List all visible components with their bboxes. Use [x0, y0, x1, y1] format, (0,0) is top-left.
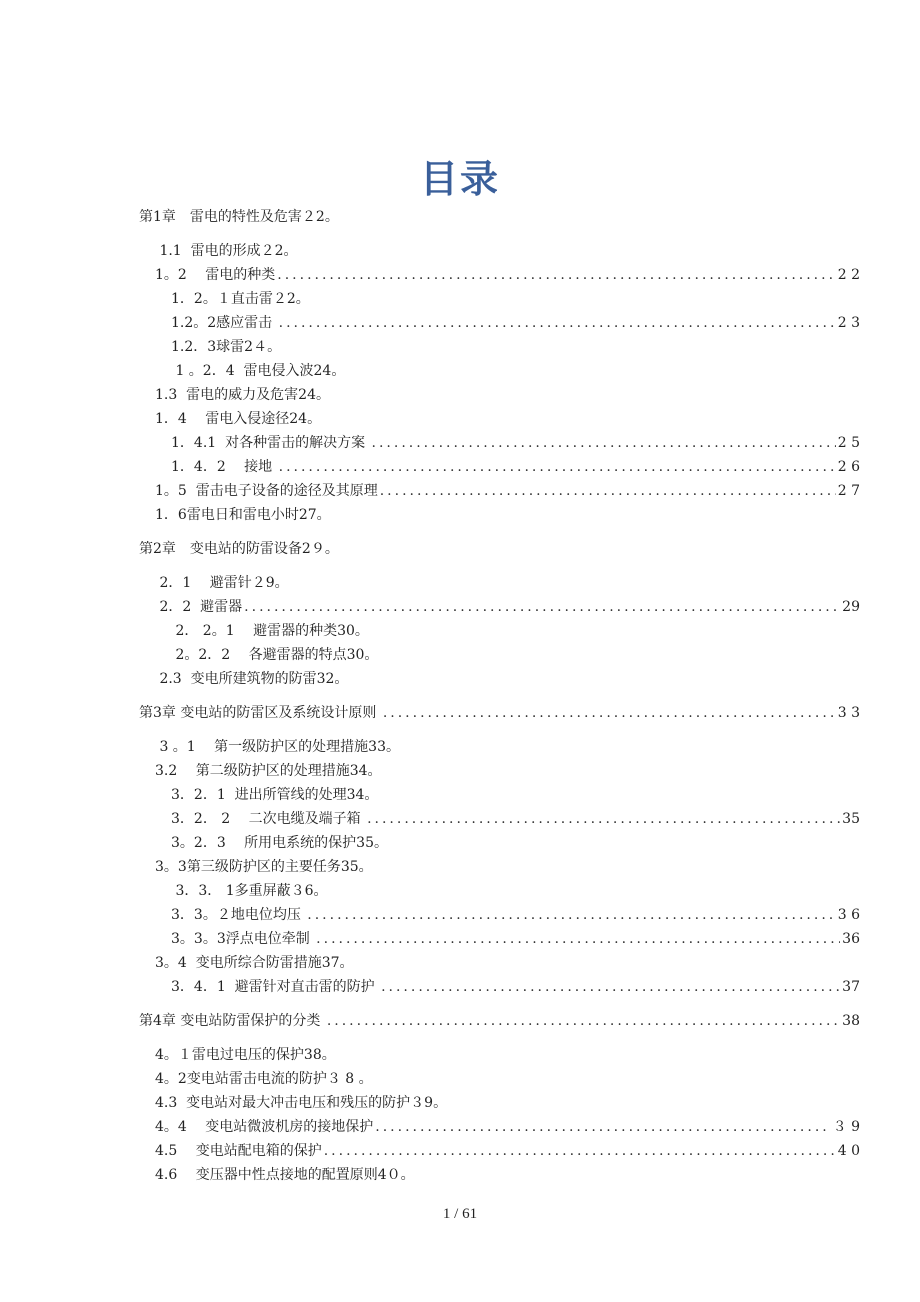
toc-entry-title: 3。4 变电所综合防雷措施37。 — [155, 955, 354, 971]
toc-entry[interactable] — [139, 855, 860, 879]
toc-entry[interactable] — [139, 807, 860, 831]
toc-entry[interactable] — [139, 455, 860, 479]
page-number: 1 / 61 — [442, 1206, 478, 1222]
toc-entry-title: 4.5 变电站配电箱的保护 — [155, 1143, 322, 1159]
toc-entry-title: 1。2 雷电的种类 — [155, 267, 276, 283]
toc-entry-title: 3 。1 第一级防护区的处理措施33。 — [155, 739, 400, 755]
toc-entry-title: 1．4 雷电入侵途径24。 — [155, 411, 322, 427]
toc-page-number: 3 3 — [837, 705, 860, 721]
toc-entry[interactable] — [139, 643, 860, 667]
toc-entry[interactable] — [139, 287, 860, 311]
dot-leader — [279, 311, 836, 335]
toc-entry-title: 1。5 雷击电子设备的途径及其原理 — [155, 483, 378, 499]
toc-entry[interactable] — [139, 831, 860, 855]
toc-entry[interactable] — [139, 263, 860, 287]
toc-entry-title: 2．2 避雷器 — [155, 599, 243, 615]
toc-entry-title: 2． 2。1 避雷器的种类30。 — [171, 623, 369, 639]
toc-chapter-entry[interactable] — [139, 701, 860, 725]
toc-page-number: 38 — [842, 1013, 860, 1029]
toc-entry[interactable] — [139, 759, 860, 783]
toc-entry-title: 第1章 雷电的特性及危害２2。 — [139, 209, 339, 225]
toc-entry-title: 第4章 变电站防雷保护的分类 — [139, 1013, 325, 1029]
toc-entry-title: 3．3． 1多重屏蔽３6。 — [171, 883, 328, 899]
toc-page-number: 2 7 — [837, 483, 860, 499]
toc-entry[interactable] — [139, 1067, 860, 1091]
toc-entry-title: 3.2 第二级防护区的处理措施34。 — [155, 763, 382, 779]
toc-entry[interactable] — [139, 239, 860, 263]
toc-entry-title: 2。2．2 各避雷器的特点30。 — [171, 647, 379, 663]
dot-leader — [375, 1115, 830, 1139]
toc-entry-title: 3．4．1 避雷针对直击雷的防护 — [171, 979, 380, 995]
toc-page-number: 2 3 — [837, 315, 860, 331]
toc-entry-title: 2.3 变电所建筑物的防雷32。 — [155, 671, 349, 687]
toc-chapter-entry[interactable] — [139, 205, 860, 229]
toc-entry[interactable] — [139, 951, 860, 975]
toc-entry-title: 2．1 避雷针２9。 — [155, 575, 289, 591]
toc-entry-title: 4。4 变电站微波机房的接地保护 — [155, 1119, 374, 1135]
toc-entry[interactable] — [139, 783, 860, 807]
toc-page-number: 3 6 — [837, 907, 860, 923]
toc-entry-title: 第2章 变电站的防雷设备2９。 — [139, 541, 339, 557]
toc-page-number: 36 — [842, 931, 860, 947]
toc-entry[interactable] — [139, 1163, 860, 1187]
toc-entry-title: 1．4．2 接地 — [171, 459, 277, 475]
toc-entry[interactable] — [139, 1043, 860, 1067]
toc-entry[interactable] — [139, 335, 860, 359]
dot-leader — [307, 903, 835, 927]
toc-entry-title: 4.3 变电站对最大冲击电压和残压的防护３9。 — [155, 1095, 448, 1111]
toc-entry-title: 1．4.1 对各种雷击的解决方案 — [171, 435, 370, 451]
toc-page-number: 4 0 — [837, 1143, 860, 1159]
page-title: 目录 — [419, 157, 500, 201]
dot-leader — [324, 1139, 836, 1163]
toc-entry[interactable] — [139, 407, 860, 431]
dot-leader — [367, 807, 840, 831]
dot-leader — [277, 263, 835, 287]
toc-entry[interactable] — [139, 595, 860, 619]
toc-entry[interactable] — [139, 431, 860, 455]
toc-chapter-entry[interactable] — [139, 537, 860, 561]
dot-leader — [244, 595, 840, 619]
toc-entry[interactable] — [139, 383, 860, 407]
toc-page-number: 2 2 — [837, 267, 860, 283]
toc-entry-title: 1.3 雷电的威力及危害24。 — [155, 387, 330, 403]
toc-entry[interactable] — [139, 311, 860, 335]
toc-page-number: 37 — [842, 979, 860, 995]
toc-entry[interactable] — [139, 903, 860, 927]
toc-entry-title: 1．2。１直击雷２2。 — [171, 291, 310, 307]
toc-entry[interactable] — [139, 667, 860, 691]
toc-entry-title: 1.2。2感应雷击 — [171, 315, 277, 331]
dot-leader — [381, 975, 840, 999]
toc-entry[interactable] — [139, 1115, 860, 1139]
toc-entry[interactable] — [139, 735, 860, 759]
toc-entry-title: 1.1 雷电的形成２2。 — [155, 243, 298, 259]
toc-page-number: 2 5 — [837, 435, 860, 451]
toc-entry[interactable] — [139, 975, 860, 999]
toc-entry-title: 3．2．1 进出所管线的处理34。 — [171, 787, 379, 803]
toc-entry-title: 3。3第三级防护区的主要任务35。 — [155, 859, 373, 875]
toc-entry[interactable] — [139, 503, 860, 527]
dot-leader — [380, 479, 836, 503]
toc-page-number: ３ 9 — [832, 1119, 860, 1135]
toc-entry[interactable] — [139, 1091, 860, 1115]
toc-entry-title: 3．3。２地电位均压 — [171, 907, 306, 923]
toc-entry-title: 1．6雷电日和雷电小时27。 — [155, 507, 331, 523]
toc-entry-title: 4。１雷电过电压的保护38。 — [155, 1047, 336, 1063]
toc-entry-title: 3。2．3 所用电系统的保护35。 — [171, 835, 388, 851]
toc-entry-title: 第3章 变电站的防雷区及系统设计原则 — [139, 705, 381, 721]
toc-entry-title: 4.6 变压器中性点接地的配置原则4０。 — [155, 1167, 415, 1183]
toc-page-number: 29 — [842, 599, 860, 615]
dot-leader — [279, 455, 836, 479]
dot-leader — [327, 1009, 840, 1033]
toc-entry[interactable] — [139, 879, 860, 903]
table-of-contents — [139, 205, 860, 1187]
toc-page-number: 2 6 — [837, 459, 860, 475]
dot-leader — [383, 701, 836, 725]
toc-page-number: 35 — [842, 811, 860, 827]
toc-entry[interactable] — [139, 571, 860, 595]
toc-entry-title: 1.2．3球雷2４。 — [171, 339, 282, 355]
toc-entry-title: 4。2变电站雷击电流的防护３ 8 。 — [155, 1071, 373, 1087]
toc-entry[interactable] — [139, 619, 860, 643]
toc-entry-title: 3。3。3浮点电位牵制 — [171, 931, 315, 947]
toc-entry[interactable] — [139, 1139, 860, 1163]
toc-entry-title: 3．2． 2 二次电缆及端子箱 — [171, 811, 366, 827]
dot-leader — [372, 431, 836, 455]
toc-entry[interactable] — [139, 927, 860, 951]
toc-chapter-entry[interactable] — [139, 1009, 860, 1033]
dot-leader — [316, 927, 840, 951]
toc-entry[interactable] — [139, 479, 860, 503]
toc-entry[interactable] — [139, 359, 860, 383]
toc-entry-title: 1 。2．4 雷电侵入波24。 — [171, 363, 346, 379]
